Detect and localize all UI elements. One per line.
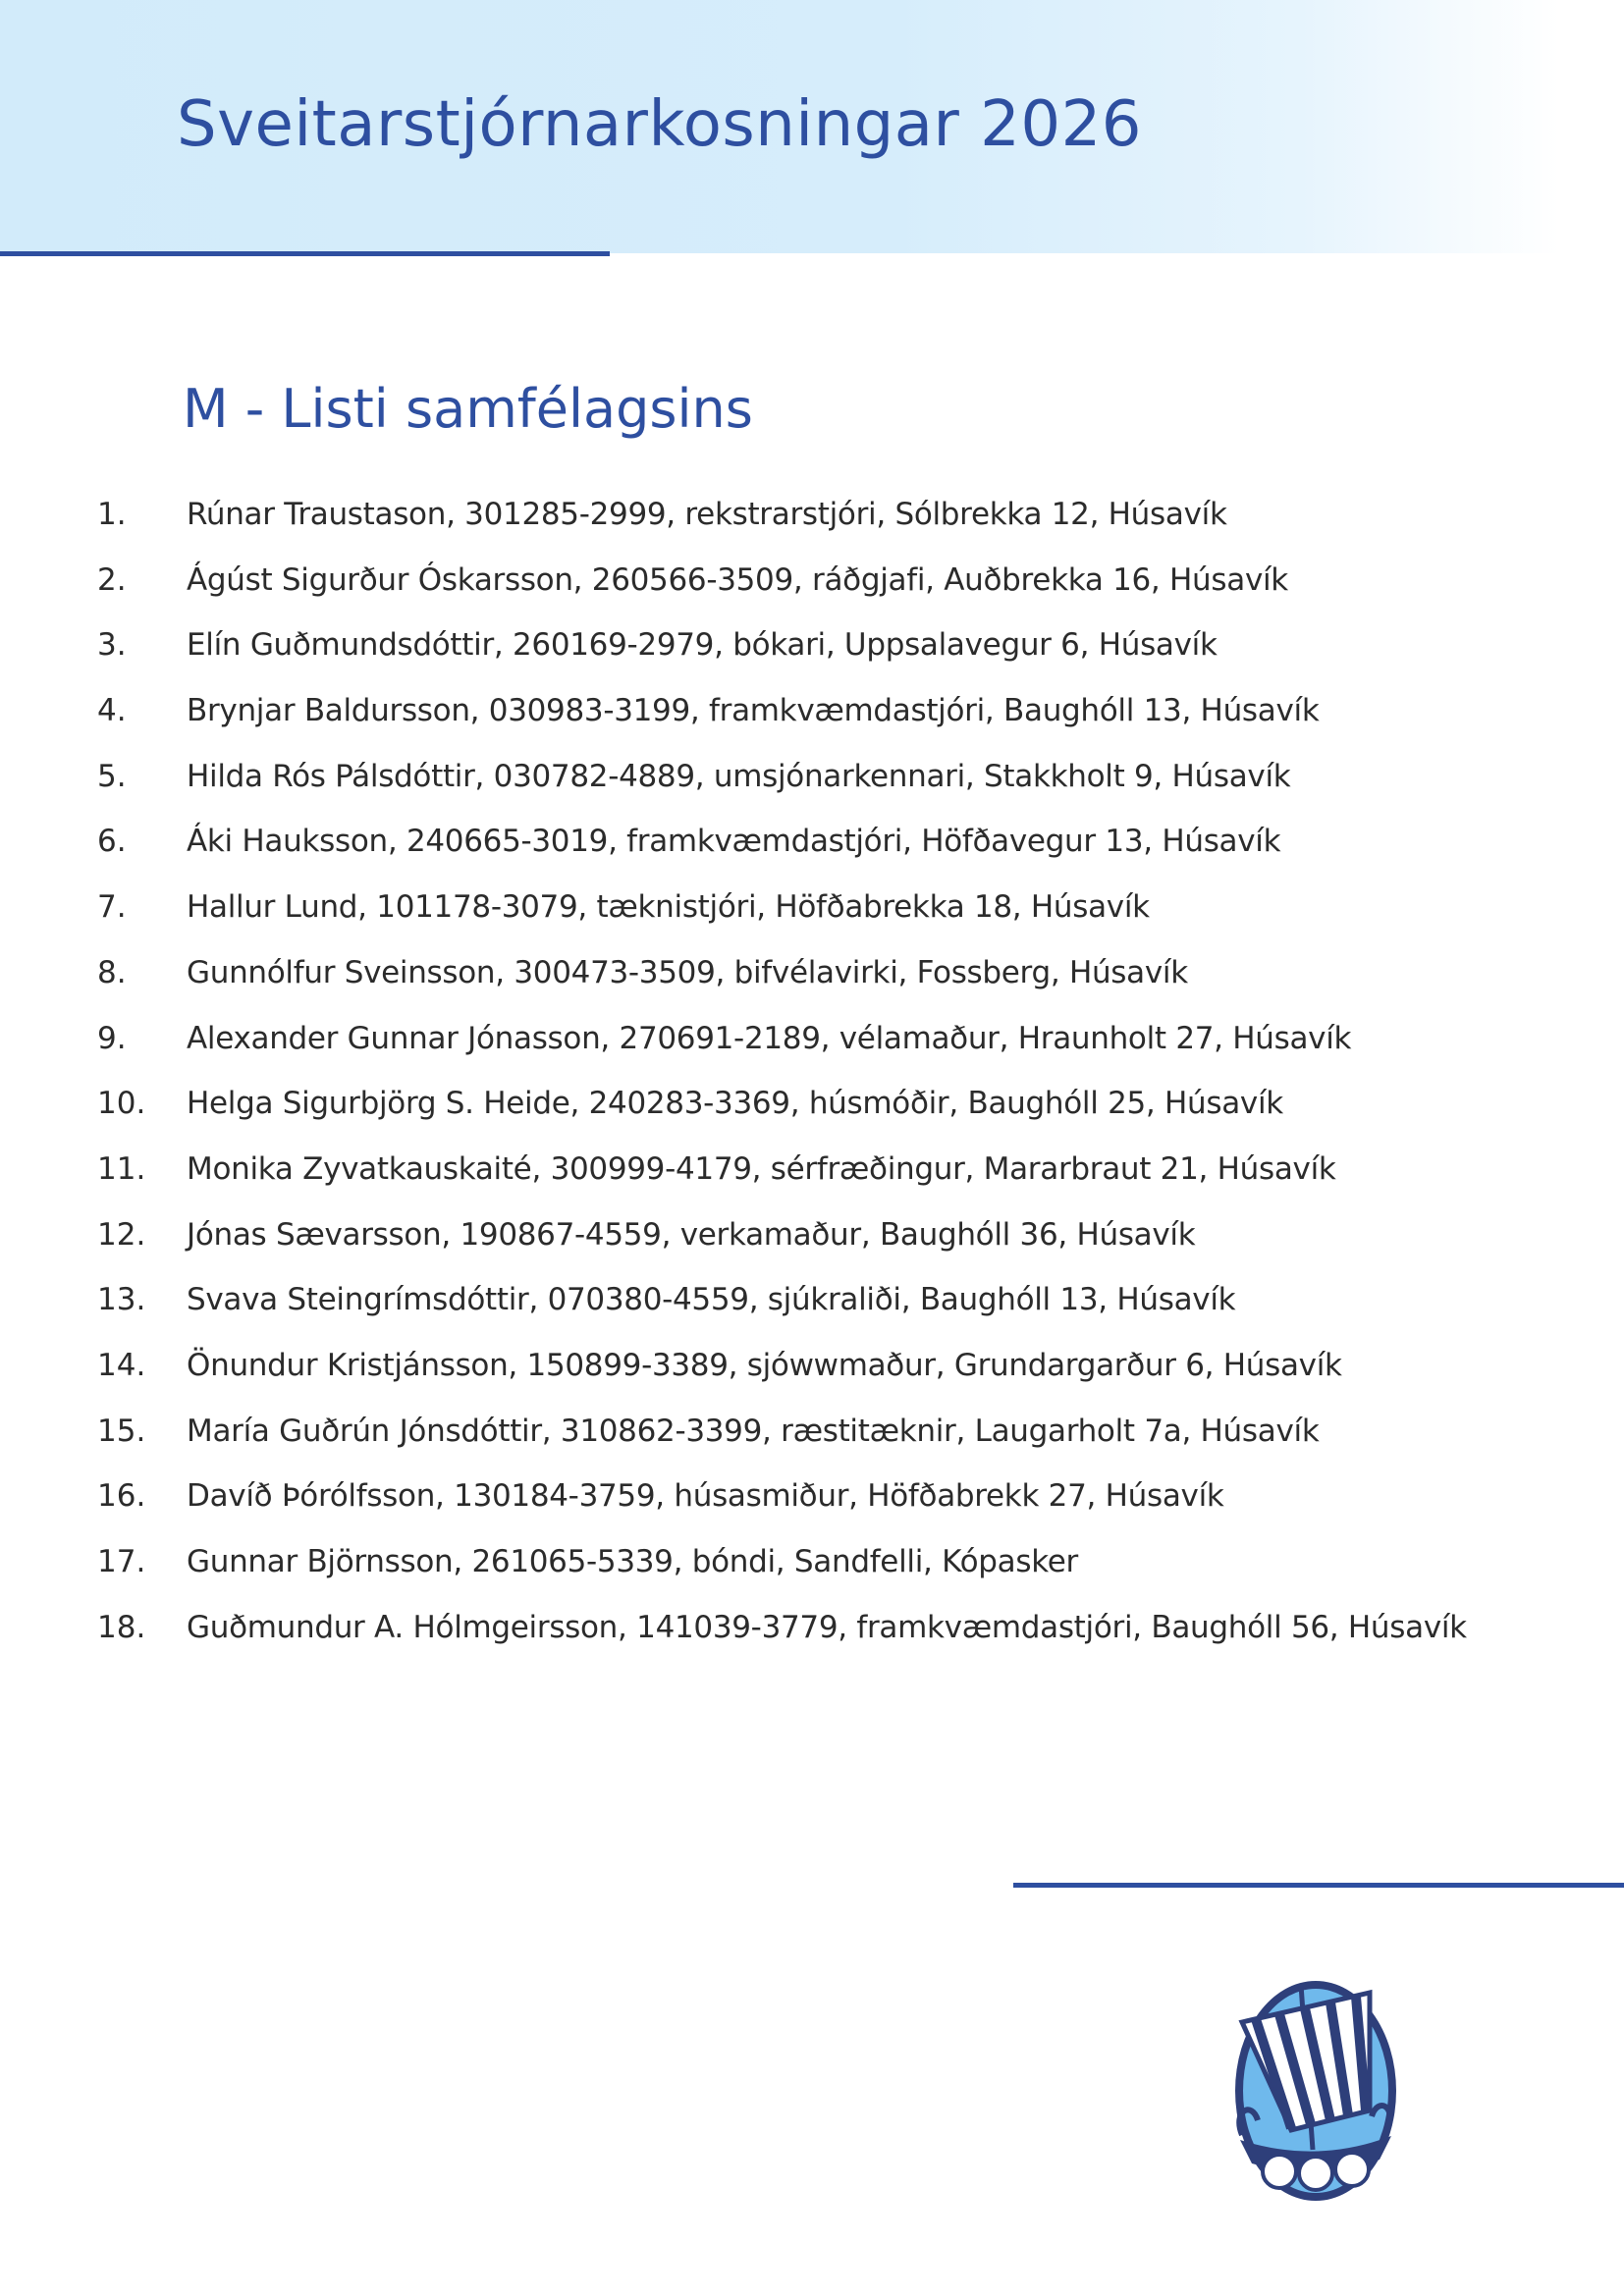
candidate-details: Gunnólfur Sveinsson, 300473-3509, bifvélavirki, Fossberg, Húsavík: [187, 954, 1188, 990]
candidate-number: 2.: [97, 561, 127, 598]
candidate-details: Brynjar Baldursson, 030983-3199, framkvæmdastjóri, Baughóll 13, Húsavík: [187, 693, 1320, 729]
candidate-item: [0, 753, 1624, 819]
candidate-details: Jónas Sævarsson, 190867-4559, verkamaður, Baughóll 36, Húsavík: [187, 1216, 1196, 1253]
candidate-item: [0, 1276, 1624, 1342]
candidate-number: 8.: [97, 954, 127, 990]
candidate-item: [0, 491, 1624, 557]
bottom-rule-divider: [1013, 1883, 1624, 1888]
candidate-number: 9.: [97, 1020, 127, 1056]
candidate-details: Alexander Gunnar Jónasson, 270691-2189, vélamaður, Hraunholt 27, Húsavík: [187, 1020, 1352, 1056]
candidate-item: [0, 1472, 1624, 1538]
candidate-details: Önundur Kristjánsson, 150899-3389, sjówwmaður, Grundargarður 6, Húsavík: [187, 1347, 1342, 1383]
candidate-item: [0, 1080, 1624, 1146]
candidate-number: 13.: [97, 1282, 146, 1318]
candidate-details: Hilda Rós Pálsdóttir, 030782-4889, umsjónarkennari, Stakkholt 9, Húsavík: [187, 758, 1291, 794]
candidate-number: 14.: [97, 1347, 146, 1383]
candidate-number: 5.: [97, 758, 127, 794]
candidate-details: Áki Hauksson, 240665-3019, framkvæmdastjóri, Höfðavegur 13, Húsavík: [187, 824, 1281, 860]
candidate-details: Gunnar Björnsson, 261065-5339, bóndi, Sandfelli, Kópasker: [187, 1544, 1078, 1579]
candidate-item: [0, 1146, 1624, 1211]
candidate-number: 11.: [97, 1150, 146, 1187]
candidate-details: Rúnar Traustason, 301285-2999, rekstrarstjóri, Sólbrekka 12, Húsavík: [187, 497, 1227, 532]
candidate-number: 16.: [97, 1478, 146, 1515]
candidate-number: 6.: [97, 824, 127, 860]
candidate-item: [0, 818, 1624, 883]
candidate-number: 17.: [97, 1544, 146, 1579]
candidate-number: 10.: [97, 1086, 146, 1122]
candidate-number: 12.: [97, 1216, 146, 1253]
candidate-item: [0, 1604, 1624, 1670]
candidate-item: [0, 621, 1624, 687]
candidate-number: 7.: [97, 889, 127, 926]
candidate-details: Guðmundur A. Hólmgeirsson, 141039-3779, framkvæmdastjóri, Baughóll 56, Húsavík: [187, 1609, 1467, 1645]
candidate-item: [0, 1015, 1624, 1081]
candidate-item: [0, 1408, 1624, 1473]
candidate-number: 1.: [97, 497, 127, 532]
candidate-details: Elín Guðmundsdóttir, 260169-2979, bókari, Uppsalavegur 6, Húsavík: [187, 627, 1218, 664]
candidate-details: Svava Steingrímsdóttir, 070380-4559, sjúkraliði, Baughóll 13, Húsavík: [187, 1282, 1236, 1318]
candidate-details: Hallur Lund, 101178-3079, tæknistjóri, Höfðabrekka 18, Húsavík: [187, 889, 1150, 926]
candidate-item: [0, 1538, 1624, 1604]
top-rule-divider: [0, 251, 610, 256]
candidate-details: Ágúst Sigurður Óskarsson, 260566-3509, ráðgjafi, Auðbrekka 16, Húsavík: [187, 561, 1288, 598]
candidate-details: María Guðrún Jónsdóttir, 310862-3399, ræstitæknir, Laugarholt 7a, Húsavík: [187, 1413, 1320, 1449]
candidate-details: Monika Zyvatkauskaité, 300999-4179, sérfræðingur, Mararbraut 21, Húsavík: [187, 1150, 1336, 1187]
candidate-details: Davíð Þórólfsson, 130184-3759, húsasmiður, Höfðabrekk 27, Húsavík: [187, 1478, 1224, 1515]
candidate-item: [0, 1342, 1624, 1408]
candidate-number: 4.: [97, 693, 127, 729]
candidate-number: 15.: [97, 1413, 146, 1449]
candidate-details: Helga Sigurbjörg S. Heide, 240283-3369, húsmóðir, Baughóll 25, Húsavík: [187, 1086, 1283, 1122]
candidate-list: [0, 491, 1624, 1669]
candidate-item: [0, 949, 1624, 1015]
municipal-crest-ship-icon: [1222, 1963, 1409, 2209]
candidate-item: [0, 1211, 1624, 1277]
candidate-number: 18.: [97, 1609, 146, 1645]
candidate-item: [0, 883, 1624, 949]
candidate-item: [0, 687, 1624, 753]
candidate-number: 3.: [97, 627, 127, 664]
document-title: Sveitarstjórnarkosningar 2026: [177, 88, 1142, 161]
list-title: M - Listi samfélagsins: [183, 378, 753, 440]
candidate-item: [0, 557, 1624, 622]
